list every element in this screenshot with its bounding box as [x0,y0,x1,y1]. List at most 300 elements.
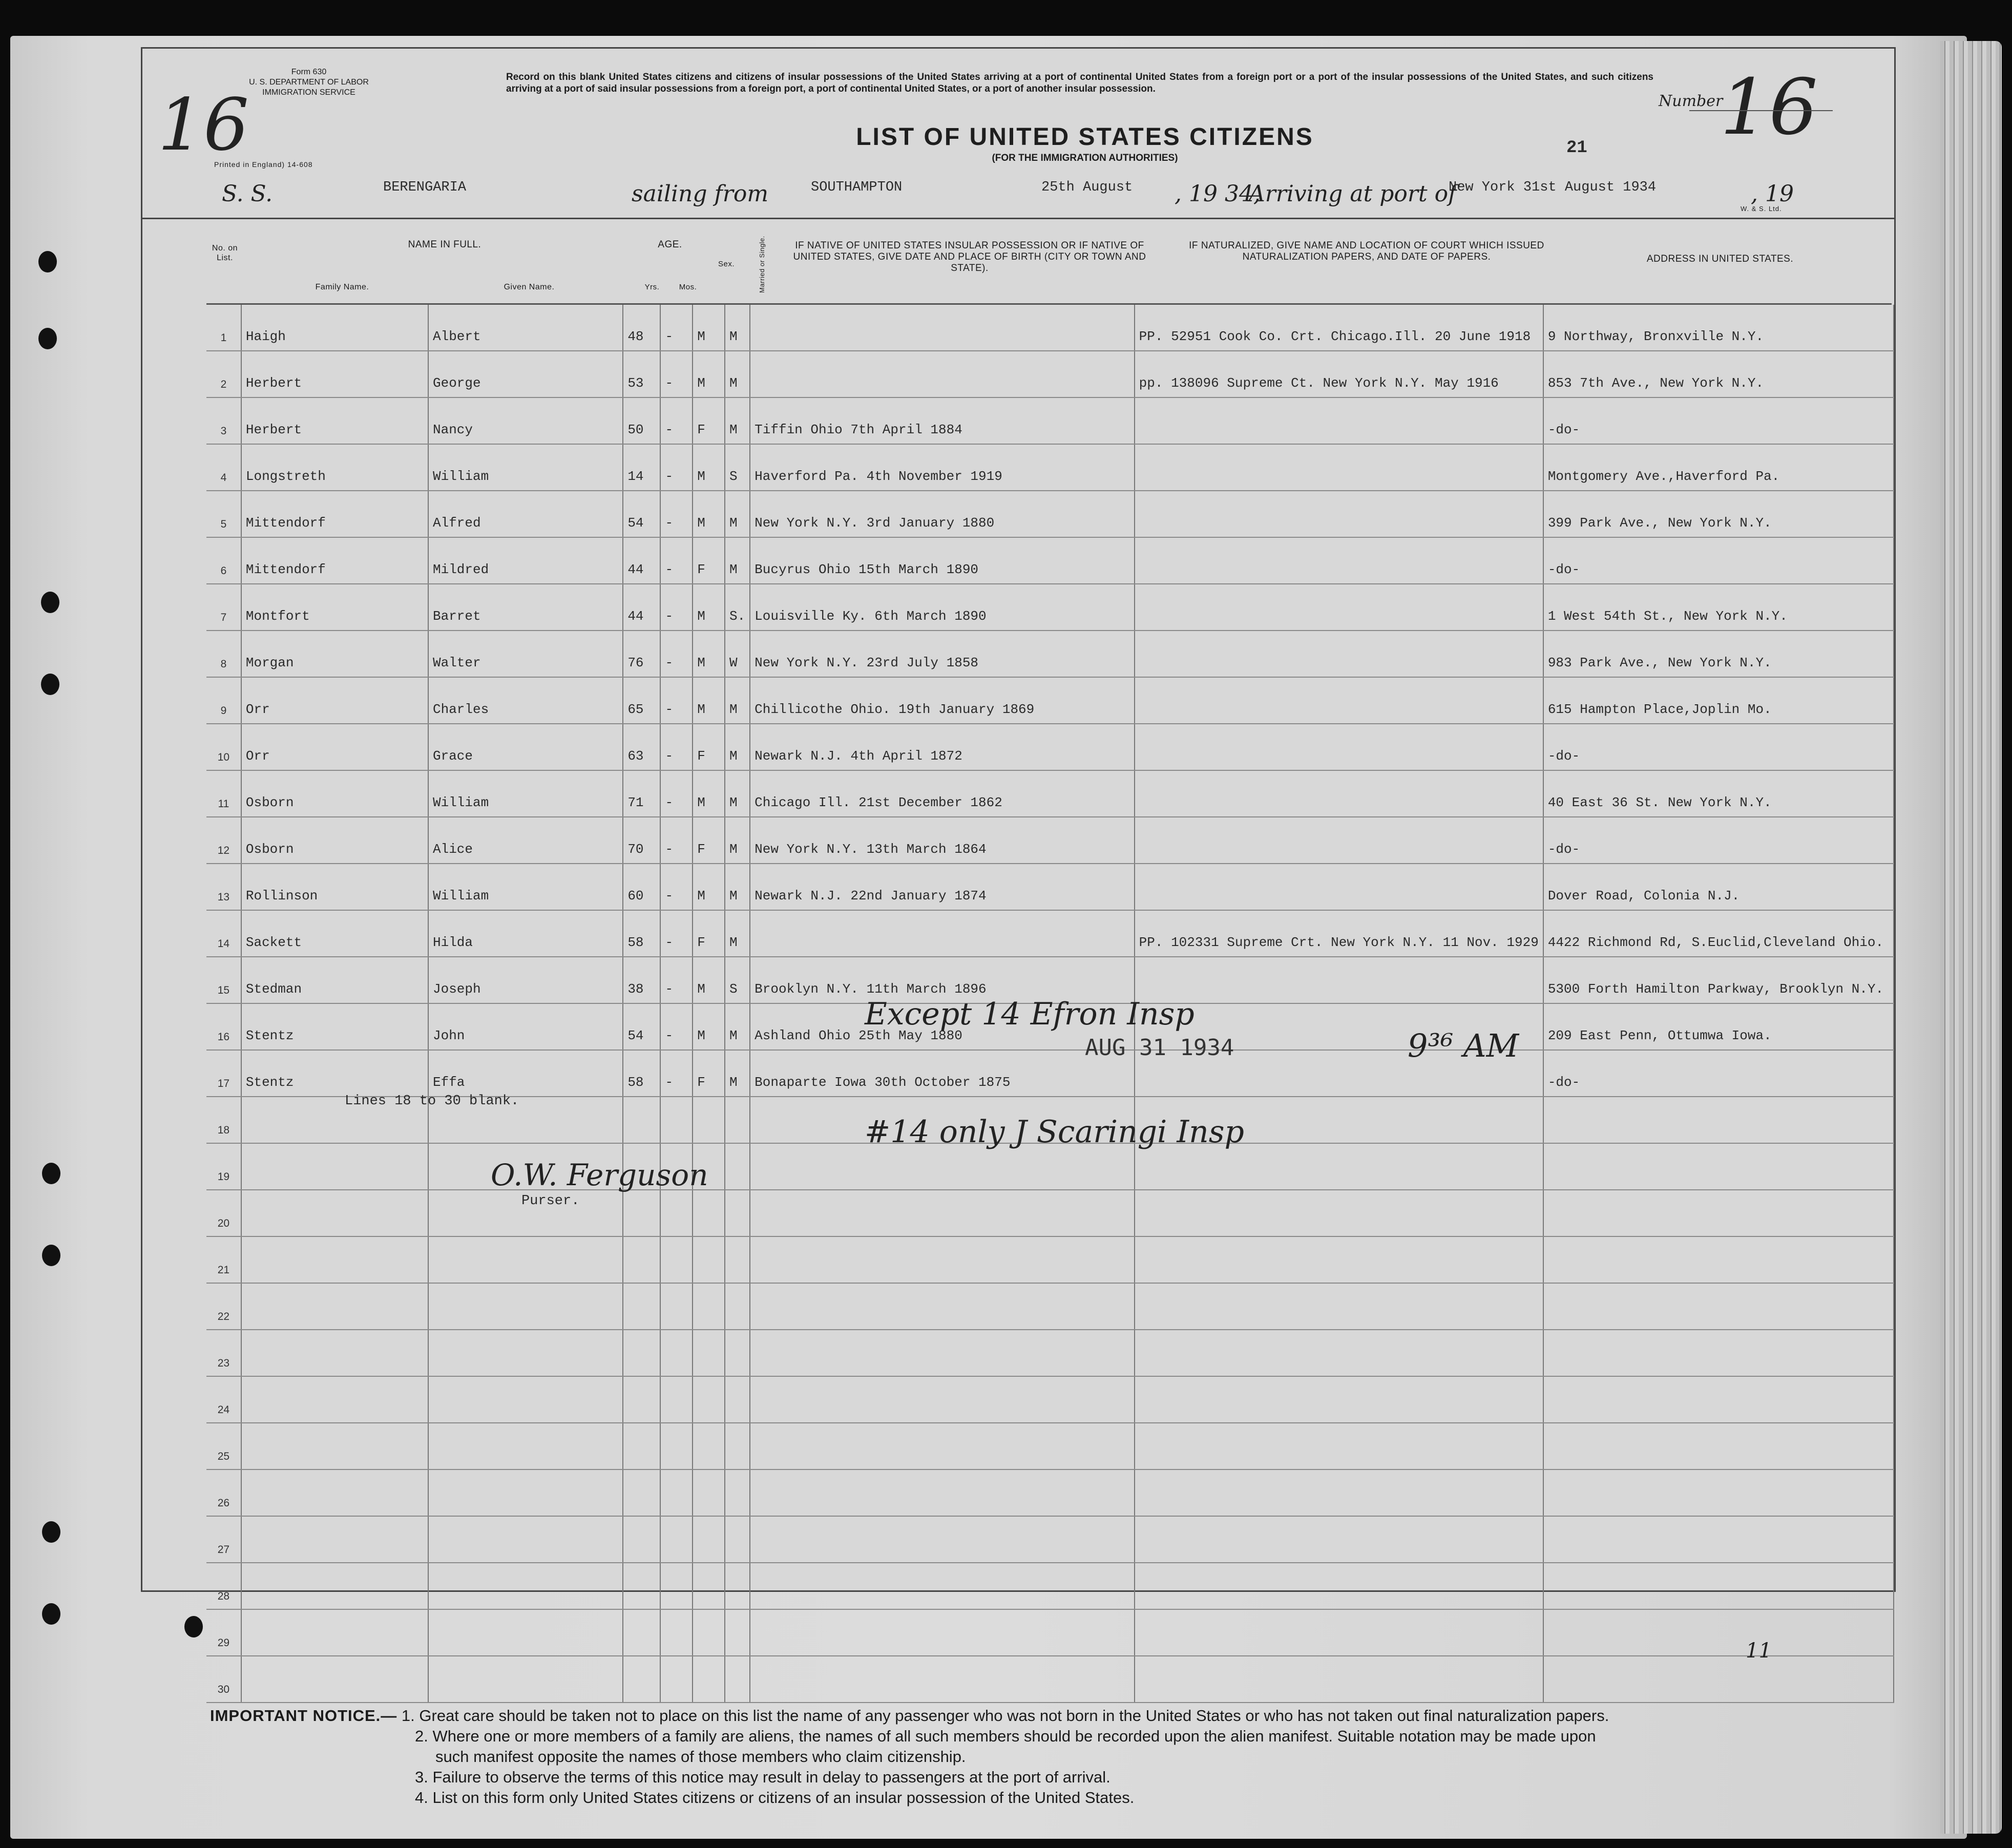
table-row [206,1516,1894,1563]
header-divider [142,218,1894,219]
ss-label: S. S. [222,181,273,207]
cell-marital: M [725,397,750,444]
cell-mos: - [660,770,693,817]
table-row [206,537,1894,584]
table-row [206,1423,1894,1469]
cell-sex: F [693,817,725,864]
cell-no: 13 [206,864,241,910]
arrival-port-date: New York 31st August 1934 [1449,180,1657,195]
cell-marital: M [725,1050,750,1097]
cell-sex: M [693,1003,725,1050]
cell-birth: New York N.Y. 3rd January 1880 [750,491,1135,537]
cell-family: Stentz [241,1050,428,1097]
cell-given: Albert [428,305,623,351]
cell-sex [693,1376,725,1423]
cell-sex: F [693,910,725,957]
cell-no: 27 [206,1516,241,1563]
cell-address: Montgomery Ave.,Haverford Pa. [1543,444,1894,491]
table-row [206,1656,1894,1703]
cell-mos [660,1190,693,1236]
col-age-header: AGE. [658,239,682,250]
cell-address: Dover Road, Colonia N.J. [1543,864,1894,910]
ship-name: BERENGARIA [383,180,467,195]
punch-hole [38,251,57,272]
cell-no: 22 [206,1283,241,1330]
table-row [206,677,1894,724]
departure-year: , 19 34, [1175,181,1261,207]
cell-sex: M [693,957,725,1003]
cell-no: 6 [206,537,241,584]
punch-hole [42,1245,60,1266]
cell-naturalized [1135,1563,1543,1609]
cell-birth [750,1609,1135,1656]
cell-sex [693,1656,725,1703]
cell-address: 853 7th Ave., New York N.Y. [1543,351,1894,397]
cell-yrs [623,1469,660,1516]
cell-yrs [623,1656,660,1703]
cell-naturalized [1135,491,1543,537]
cell-yrs: 70 [623,817,660,864]
notice-item-4: 4. List on this form only United States citizens or citizens of an insular possession of the United States. [415,1789,1135,1807]
cell-yrs: 58 [623,1050,660,1097]
notice-item-2b: such manifest opposite the names of those members who claim citizenship. [435,1748,966,1766]
cell-naturalized [1135,1236,1543,1283]
cell-family [241,1330,428,1376]
table-row [206,817,1894,864]
cell-naturalized [1135,584,1543,631]
cell-given: Mildred [428,537,623,584]
cell-family [241,1190,428,1236]
cell-mos: - [660,351,693,397]
cell-sex: F [693,397,725,444]
cell-sex [693,1283,725,1330]
cell-sex: M [693,631,725,677]
notice-heading: IMPORTANT NOTICE.— [210,1707,397,1725]
cell-mos [660,1376,693,1423]
cell-no: 21 [206,1236,241,1283]
cell-yrs [623,1097,660,1143]
cell-address: 4422 Richmond Rd, S.Euclid,Cleveland Ohio. [1543,910,1894,957]
cell-given: George [428,351,623,397]
arriving-label: Arriving at port of [1249,181,1457,207]
cell-family: Mittendorf [241,491,428,537]
cell-naturalized [1135,817,1543,864]
cell-sex [693,1236,725,1283]
cell-no: 25 [206,1423,241,1469]
table-row [206,1283,1894,1330]
cell-no: 16 [206,1003,241,1050]
cell-mos: - [660,444,693,491]
punch-hole [42,1521,60,1543]
cell-birth: Chicago Ill. 21st December 1862 [750,770,1135,817]
cell-given: William [428,444,623,491]
cell-mos [660,1516,693,1563]
col-address-header: ADDRESS IN UNITED STATES. [1646,254,1794,264]
cell-yrs [623,1236,660,1283]
cell-mos: - [660,817,693,864]
cell-address [1543,1143,1894,1190]
cell-address [1543,1190,1894,1236]
cell-no: 1 [206,305,241,351]
col-naturalized-header: IF NATURALIZED, GIVE NAME AND LOCATION OF COURT WHICH ISSUED NATURALIZATION PAPERS, AND DATE OF PAPERS. [1189,240,1544,262]
cell-birth [750,1283,1135,1330]
cell-family [241,1516,428,1563]
table-row [206,1330,1894,1376]
cell-naturalized: PP. 102331 Supreme Crt. New York N.Y. 11 Nov. 1929 [1135,910,1543,957]
cell-mos: - [660,491,693,537]
cell-given: Hilda [428,910,623,957]
cell-given: William [428,770,623,817]
cell-naturalized [1135,537,1543,584]
cell-given [428,1283,623,1330]
cell-address: 9 Northway, Bronxville N.Y. [1543,305,1894,351]
cell-marital [725,1423,750,1469]
cell-naturalized [1135,864,1543,910]
cell-mos: - [660,1050,693,1097]
list-subtitle: (FOR THE IMMIGRATION AUTHORITIES) [992,153,1178,163]
notice-item-3: 3. Failure to observe the terms of this notice may result in delay to passengers at the port of arrival. [415,1768,1110,1786]
cell-sex: M [693,864,725,910]
cell-naturalized [1135,1190,1543,1236]
cell-no: 9 [206,677,241,724]
cell-family: Sackett [241,910,428,957]
cell-mos: - [660,864,693,910]
cell-given [428,1656,623,1703]
form-number: Form 630 [291,68,327,76]
col-name-header: NAME IN FULL. [408,239,481,250]
cell-marital: M [725,864,750,910]
printer-mark: W. & S. Ltd. [1741,205,1782,213]
cell-sex [693,1190,725,1236]
purser-label: Purser. [521,1193,580,1209]
cell-sex [693,1097,725,1143]
cell-address [1543,1423,1894,1469]
punch-hole [42,1603,60,1625]
cell-address: -do- [1543,397,1894,444]
cell-family: Herbert [241,397,428,444]
cell-marital: S [725,957,750,1003]
cell-birth [750,1190,1135,1236]
cell-no: 12 [206,817,241,864]
table-row [206,305,1894,351]
table-row [206,1609,1894,1656]
cell-given: Walter [428,631,623,677]
cell-address [1543,1236,1894,1283]
cell-address [1543,1097,1894,1143]
service: IMMIGRATION SERVICE [262,88,355,97]
cell-family [241,1469,428,1516]
table-row [206,770,1894,817]
cell-family [241,1656,428,1703]
cell-sex [693,1516,725,1563]
cell-family: Rollinson [241,864,428,910]
cell-yrs [623,1330,660,1376]
cell-birth: Haverford Pa. 4th November 1919 [750,444,1135,491]
sailing-from-label: sailing from [632,181,769,207]
cell-mos [660,1423,693,1469]
cell-sex [693,1330,725,1376]
col-marital-header: Married or Single. [758,236,766,293]
cell-yrs: 63 [623,724,660,770]
cell-address [1543,1283,1894,1330]
cell-mos [660,1469,693,1516]
cell-family [241,1609,428,1656]
cell-birth [750,1143,1135,1190]
department: U. S. DEPARTMENT OF LABOR [249,78,369,87]
table-row [206,1143,1894,1190]
cell-family [241,1423,428,1469]
cell-yrs: 48 [623,305,660,351]
cell-marital: S. [725,584,750,631]
number-underline [1689,110,1833,111]
cell-naturalized [1135,1376,1543,1423]
departure-date: 25th August [1041,180,1133,195]
cell-given [428,1516,623,1563]
cell-yrs [623,1283,660,1330]
cell-sex [693,1609,725,1656]
cell-given [428,1609,623,1656]
cell-address: 399 Park Ave., New York N.Y. [1543,491,1894,537]
cell-address: -do- [1543,1050,1894,1097]
cell-mos [660,1563,693,1609]
table-row [206,491,1894,537]
cell-family [241,1563,428,1609]
cell-family: Orr [241,724,428,770]
cell-naturalized [1135,770,1543,817]
table-row [206,584,1894,631]
cell-naturalized: PP. 52951 Cook Co. Crt. Chicago.Ill. 20 June 1918 [1135,305,1543,351]
cell-given [428,1563,623,1609]
cell-birth: Newark N.J. 22nd January 1874 [750,864,1135,910]
cell-birth: Bonaparte Iowa 30th October 1875 [750,1050,1135,1097]
cell-birth: Tiffin Ohio 7th April 1884 [750,397,1135,444]
cell-birth [750,1376,1135,1423]
cell-mos: - [660,724,693,770]
cell-mos [660,1656,693,1703]
cell-address: -do- [1543,724,1894,770]
cell-marital [725,1563,750,1609]
table-row [206,444,1894,491]
cell-family: Orr [241,677,428,724]
cell-birth [750,305,1135,351]
cell-naturalized [1135,1423,1543,1469]
cell-marital [725,1656,750,1703]
cell-mos: - [660,305,693,351]
cell-mos [660,1097,693,1143]
cell-marital: M [725,677,750,724]
cell-no: 5 [206,491,241,537]
cell-naturalized [1135,957,1543,1003]
cell-mos: - [660,677,693,724]
cell-naturalized [1135,444,1543,491]
cell-sex: F [693,724,725,770]
cell-sex: M [693,305,725,351]
cell-no: 24 [206,1376,241,1423]
cell-birth: New York N.Y. 23rd July 1858 [750,631,1135,677]
cell-marital [725,1469,750,1516]
cell-family: Osborn [241,817,428,864]
date-stamp: AUG 31 1934 [1085,1035,1234,1061]
cell-address: 1 West 54th St., New York N.Y. [1543,584,1894,631]
cell-given: Alice [428,817,623,864]
cell-no: 28 [206,1563,241,1609]
punch-hole [41,674,59,695]
cell-no: 30 [206,1656,241,1703]
cell-given: William [428,864,623,910]
list-number: 16 [1720,63,1818,152]
cell-mos [660,1236,693,1283]
cell-mos: - [660,584,693,631]
print-note: Printed in England) 14-608 [214,160,313,169]
cell-yrs: 76 [623,631,660,677]
cell-family: Montfort [241,584,428,631]
cell-birth [750,1469,1135,1516]
col-given-header: Given Name. [504,283,555,291]
cell-sex: M [693,677,725,724]
departure-port: SOUTHAMPTON [811,180,903,195]
cell-naturalized [1135,1469,1543,1516]
cell-birth [750,1236,1135,1283]
cell-birth [750,1330,1135,1376]
cell-mos: - [660,910,693,957]
cell-given: Joseph [428,957,623,1003]
cell-mos: - [660,957,693,1003]
cell-marital: S [725,444,750,491]
cell-marital [725,1609,750,1656]
cell-no: 10 [206,724,241,770]
cell-given [428,1330,623,1376]
cell-birth: New York N.Y. 13th March 1864 [750,817,1135,864]
cell-yrs [623,1190,660,1236]
cell-given: Grace [428,724,623,770]
cell-sex [693,1423,725,1469]
cell-no: 20 [206,1190,241,1236]
inspector-note-except: Except 14 Efron Insp [865,996,1194,1032]
cell-no: 11 [206,770,241,817]
cell-birth: Ashland Ohio 25th May 1880 [750,1003,1135,1050]
cell-address [1543,1563,1894,1609]
blank-lines-note: Lines 18 to 30 blank. [345,1094,519,1109]
cell-family [241,1143,428,1190]
cell-mos [660,1330,693,1376]
cell-mos: - [660,397,693,444]
cell-mos: - [660,1003,693,1050]
cell-birth [750,1423,1135,1469]
cell-address [1543,1656,1894,1703]
table-row [206,864,1894,910]
cell-address [1543,1516,1894,1563]
cell-birth [750,910,1135,957]
cell-yrs: 50 [623,397,660,444]
col-birth-header: IF NATIVE OF UNITED STATES INSULAR POSSESSION OR IF NATIVE OF UNITED STATES, GIVE DATE AND PLACE OF BIRTH (CITY OR TOWN AND STATE). [793,240,1146,274]
cell-no: 2 [206,351,241,397]
handwritten-page-number: 16 [158,83,249,167]
stamp-number: 21 [1566,138,1587,158]
cell-family: Longstreth [241,444,428,491]
cell-birth: Newark N.J. 4th April 1872 [750,724,1135,770]
cell-marital: M [725,537,750,584]
cell-sex: M [693,351,725,397]
cell-yrs: 14 [623,444,660,491]
cell-marital [725,1283,750,1330]
cell-sex: F [693,537,725,584]
punch-hole [41,592,59,613]
cell-yrs [623,1423,660,1469]
cell-marital: M [725,770,750,817]
cell-sex: F [693,1050,725,1097]
cell-naturalized [1135,1283,1543,1330]
cell-yrs [623,1376,660,1423]
cell-birth: Louisville Ky. 6th March 1890 [750,584,1135,631]
cell-address: 615 Hampton Place,Joplin Mo. [1543,677,1894,724]
cell-marital: M [725,910,750,957]
cell-naturalized [1135,631,1543,677]
cell-address [1543,1376,1894,1423]
table-row [206,397,1894,444]
notice-item-1: 1. Great care should be taken not to place on this list the name of any passenger who was not born in the United States or who has not taken out final naturalization papers. [401,1707,1609,1725]
cell-yrs: 58 [623,910,660,957]
cell-address: -do- [1543,817,1894,864]
cell-family: Osborn [241,770,428,817]
cell-yrs: 44 [623,584,660,631]
cell-family [241,1376,428,1423]
cell-naturalized [1135,1516,1543,1563]
cell-yrs [623,1516,660,1563]
cell-sex: M [693,491,725,537]
col-yrs-header: Yrs. [644,283,660,291]
cell-given: Effa [428,1050,623,1097]
cell-given: Alfred [428,491,623,537]
cell-marital: M [725,305,750,351]
punch-hole [42,1163,60,1184]
notice-item-2: 2. Where one or more members of a family are aliens, the names of all such members should be recorded upon the alien manifest. Suitable notation may be made upon [415,1727,1596,1745]
inspector-note-only: #14 only J Scaringi Insp [865,1114,1244,1150]
cell-address: -do- [1543,537,1894,584]
cell-no: 4 [206,444,241,491]
cell-marital [725,1097,750,1143]
cell-marital [725,1236,750,1283]
cell-address: 40 East 36 St. New York N.Y. [1543,770,1894,817]
cell-no: 7 [206,584,241,631]
cell-given [428,1469,623,1516]
cell-address: 983 Park Ave., New York N.Y. [1543,631,1894,677]
cell-given: Charles [428,677,623,724]
cell-mos [660,1283,693,1330]
cell-yrs: 71 [623,770,660,817]
cell-birth [750,351,1135,397]
cell-marital [725,1376,750,1423]
col-sex-header: Sex. [718,260,735,268]
cell-address: 209 East Penn, Ottumwa Iowa. [1543,1003,1894,1050]
citizen-list-form [141,47,1896,1695]
instructions-text: Record on this blank United States citizens and citizens of insular possessions of the United States arriving at a port of continental United States from a foreign port or a port of the insular possessions of the United States, and such citizens arriving at a port of said insular possessions from a foreign port, a port of continental United States, or a port of another insular possession. [506,72,1653,94]
table-row [206,1236,1894,1283]
cell-marital: W [725,631,750,677]
stacked-page-edges [1940,41,2002,1834]
cell-address [1543,1330,1894,1376]
cell-address [1543,1469,1894,1516]
cell-given [428,1236,623,1283]
cell-marital: M [725,817,750,864]
table-row [206,1050,1894,1097]
cell-birth [750,1563,1135,1609]
cell-birth: Bucyrus Ohio 15th March 1890 [750,537,1135,584]
cell-birth [750,1516,1135,1563]
table-row [206,1469,1894,1516]
cell-no: 29 [206,1609,241,1656]
cell-yrs: 54 [623,1003,660,1050]
cell-yrs: 53 [623,351,660,397]
